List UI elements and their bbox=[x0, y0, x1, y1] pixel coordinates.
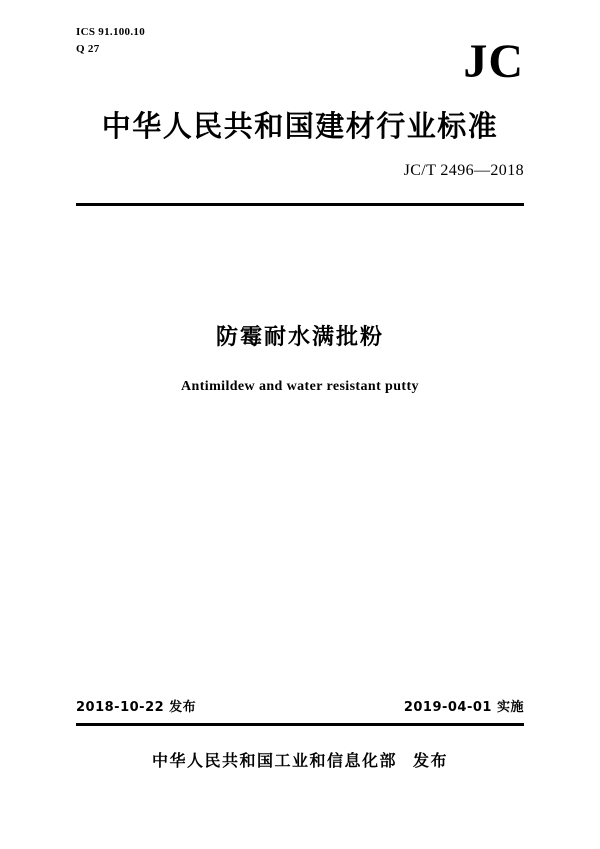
divider-bottom bbox=[76, 723, 524, 726]
ccs-code: Q 27 bbox=[76, 43, 100, 55]
divider-top bbox=[76, 203, 524, 206]
subject-title-chinese: 防霉耐水满批粉 bbox=[215, 325, 384, 350]
subject-title-english: Antimildew and water resistant putty bbox=[181, 379, 419, 394]
cover-header bbox=[76, 24, 524, 94]
publisher-organization: 中华人民共和国工业和信息化部 bbox=[151, 751, 397, 770]
page-title: 中华人民共和国建材行业标准 bbox=[101, 109, 499, 143]
publisher-line bbox=[0, 748, 600, 771]
standard-number: JC/T 2496—2018 bbox=[403, 162, 524, 179]
effective-date: 2019-04-01 实施 bbox=[403, 700, 524, 715]
publisher-verb: 发布 bbox=[413, 751, 449, 770]
date-row bbox=[76, 696, 524, 716]
jc-logo: JC bbox=[463, 35, 524, 88]
ics-classification-block bbox=[76, 24, 145, 58]
issue-date: 2018-10-22 发布 bbox=[76, 700, 197, 715]
cover-blank-area bbox=[76, 420, 524, 710]
ics-code: ICS 91.100.10 bbox=[76, 26, 145, 38]
